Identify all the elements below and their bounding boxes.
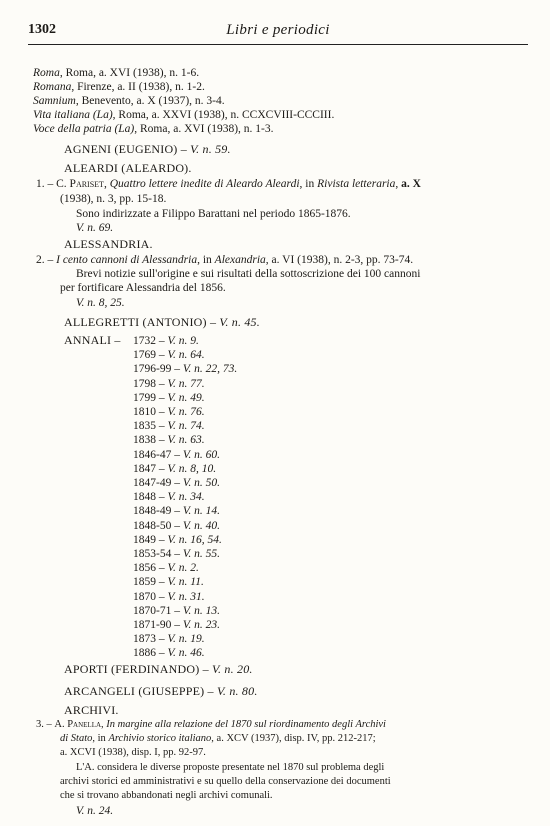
entry-3-note: L'A. considera le diverse proposte presentate nel 1870 sul problema degli [76,762,385,773]
annali-sep: – [171,448,183,461]
annali-sep: – [171,519,183,532]
index-heading-alessandria: ALESSANDRIA. [64,237,153,251]
annali-entry [133,547,220,561]
annali-year: 1810 [133,406,156,418]
annali-ref: V. n. 19. [167,633,205,646]
annali-year: 1873 [133,633,156,646]
annali-year: 1847-49 [133,477,172,489]
index-heading-arcangeli: ARCANGELI (GIUSEPPE) – V. n. 80. [64,684,258,698]
annali-entry [133,362,237,376]
annali-ref: V. n. 55. [182,548,221,560]
annali-year: 1856 [133,562,156,575]
entry-3-note: che si trovano abbandonati negli archivi comunali. [60,790,273,801]
annali-entry [133,590,205,604]
annali-year: 1847 [133,462,156,475]
annali-sep: – [156,491,168,504]
annali-entry [133,646,205,660]
annali-ref: V. n. 63. [167,434,205,447]
annali-entry [133,334,199,348]
entry-3-ref: V. n. 24. [76,805,114,817]
annali-sep: – [156,349,168,362]
annali-sep: – [156,335,168,347]
annali-year: 1798 [133,377,156,390]
entry-1-ref: V. n. 69. [76,222,114,234]
annali-sep: – [171,619,183,631]
annali-sep: – [156,576,168,589]
annali-year: 1848-50 [133,519,172,532]
running-title: Libri e periodici [226,22,330,38]
annali-ref: V. n. 22, 73. [182,363,238,376]
annali-ref: V. n. 77. [167,377,205,390]
annali-ref: V. n. 8, 10. [167,462,217,475]
annali-entry [133,391,205,405]
annali-sep: – [156,391,168,404]
annali-year: 1835 [133,420,156,433]
annali-sep: – [156,420,168,433]
entry-1-line: 1. – C. Pariset, Quattro lettere inedite di Aleardo Aleardi, in Rivista letteraria, a. X [36,178,421,190]
annali-sep: – [171,477,183,489]
annali-year: 1870 [133,590,156,603]
annali-entry [133,504,220,518]
entry-3-line: a. XCVI (1938), disp. I, pp. 92-97. [60,747,206,758]
annali-ref: V. n. 64. [167,349,205,362]
entry-1-note: Sono indirizzate a Filippo Barattani nel periodo 1865-1876. [76,208,351,220]
annali-sep: – [156,590,168,603]
annali-ref: V. n. 46. [167,647,205,660]
annali-entry [133,419,205,433]
page-number: 1302 [28,22,56,37]
annali-ref: V. n. 74. [167,420,205,433]
annali-ref: V. n. 40. [182,519,221,532]
index-heading-aleardi: ALEARDI (ALEARDO). [64,161,192,175]
annali-ref: V. n. 34. [167,491,205,504]
annali-year: 1870-71 [133,604,172,617]
annali-year: 1799 [133,391,156,404]
annali-entry [133,433,205,447]
annali-entry [133,604,220,618]
annali-year: 1846-47 [133,448,172,461]
annali-entry [133,348,205,362]
annali-ref: V. n. 2. [167,562,199,575]
annali-sep: – [156,633,168,646]
annali-year: 1732 [133,335,156,347]
annali-ref: V. n. 76. [167,406,205,418]
entry-2-note: per fortificare Alessandria del 1856. [60,282,226,294]
entry-2-ref: V. n. 8, 25. [76,297,125,309]
annali-entry [133,476,220,490]
annali-sep: – [156,533,168,546]
running-header [28,22,528,45]
annali-entry [133,575,204,589]
annali-year: 1871-90 [133,619,172,631]
annali-ref: V. n. 31. [167,590,205,603]
annali-sep: – [156,434,168,447]
index-heading-agneni: AGNENI (EUGENIO) – V. n. 59. [64,142,231,156]
annali-year: 1796-99 [133,363,172,376]
periodical-entry: Romana, Firenze, a. II (1938), n. 1-2. [33,81,205,93]
annali-ref: V. n. 14. [182,505,221,518]
annali-year: 1848 [133,491,156,504]
entry-3-line: 3. – A. Panella, In margine alla relazione del 1870 sul riordinamento degli Archivi [36,719,386,730]
annali-sep: – [156,406,168,418]
annali-entry [133,462,216,476]
annali-year: 1853-54 [133,548,172,560]
index-heading-allegretti: ALLEGRETTI (ANTONIO) – V. n. 45. [64,315,260,329]
annali-entry [133,618,220,632]
annali-sep: – [171,548,183,560]
annali-year: 1838 [133,434,156,447]
annali-ref: V. n. 60. [182,448,221,461]
annali-entry [133,519,220,533]
entry-3-note: archivi storici ed amministrativi e su quello della conservazione dei documenti [60,776,391,787]
entry-2-line: 2. – I cento cannoni di Alessandria, in Alexandria, a. VI (1938), n. 2-3, pp. 73-74. [36,254,414,266]
annali-ref: V. n. 11. [167,576,204,589]
annali-year: 1848-49 [133,505,172,518]
annali-entry [133,632,205,646]
annali-sep: – [156,462,168,475]
periodical-entry: Voce della patria (La), Roma, a. XVI (1938), n. 1-3. [33,123,274,135]
annali-year: 1859 [133,576,156,589]
annali-ref: V. n. 23. [182,619,221,631]
periodical-entry: Samnium, Benevento, a. X (1937), n. 3-4. [33,95,225,107]
annali-entry [133,448,220,462]
annali-sep: – [171,604,183,617]
annali-ref: V. n. 49. [167,391,205,404]
periodical-entry: Vita italiana (La), Roma, a. XXVI (1938), n. CCXCVIII-CCCIII. [33,109,335,121]
annali-year: 1849 [133,533,156,546]
annali-entry [133,405,205,419]
index-heading-annali: ANNALI – [64,333,121,347]
annali-entry [133,561,199,575]
index-heading-aporti: APORTI (FERDINANDO) – V. n. 20. [64,662,253,676]
annali-year: 1886 [133,647,156,660]
annali-ref: V. n. 13. [182,604,221,617]
annali-sep: – [171,363,183,376]
entry-3-line: di Stato, in Archivio storico italiano, a. XCV (1937), disp. IV, pp. 212-217; [60,733,376,744]
annali-sep: – [156,647,168,660]
annali-entry [133,377,205,391]
annali-year: 1769 [133,349,156,362]
annali-ref: V. n. 16, 54. [167,533,222,546]
index-heading-archivi: ARCHIVI. [64,703,119,717]
annali-sep: – [156,562,168,575]
annali-entry [133,490,205,504]
annali-sep: – [156,377,168,390]
annali-ref: V. n. 9. [167,335,199,347]
annali-sep: – [171,505,183,518]
entry-2-note: Brevi notizie sull'origine e sui risultati della sottoscrizione dei 100 cannoni [76,268,421,280]
entry-1-line: (1938), n. 3, pp. 15-18. [60,193,167,205]
periodical-entry: Roma, Roma, a. XVI (1938), n. 1-6. [33,67,200,79]
annali-ref: V. n. 50. [182,477,221,489]
annali-entry [133,533,222,547]
